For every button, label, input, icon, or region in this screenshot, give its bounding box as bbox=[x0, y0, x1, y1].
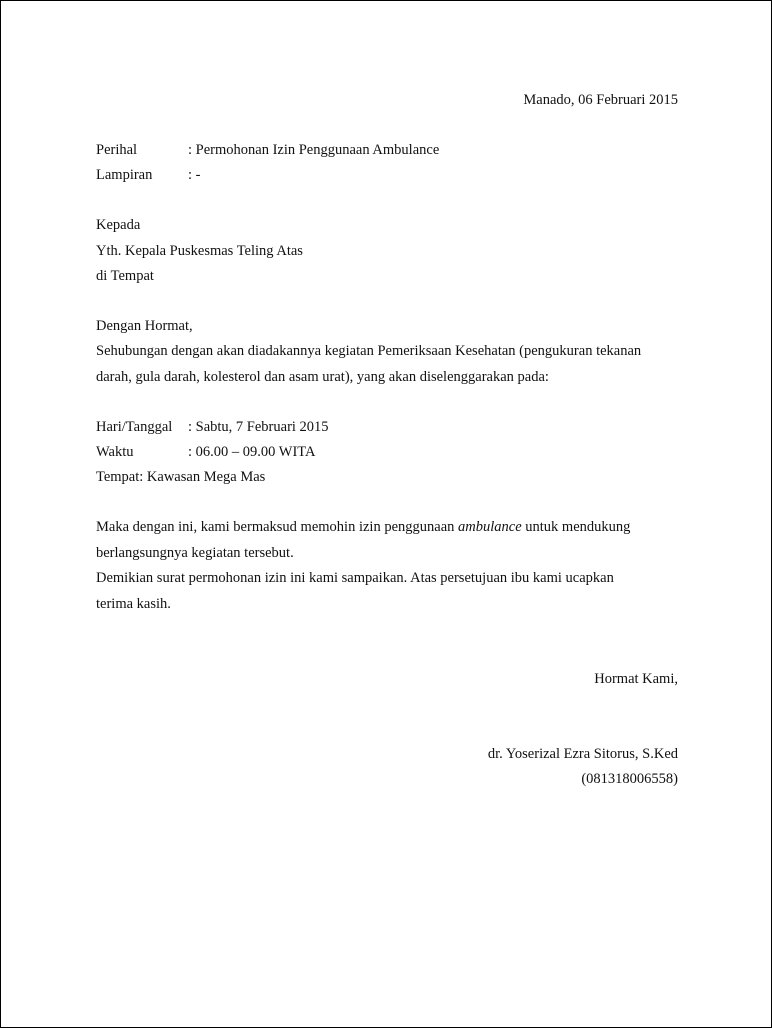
signature-name: dr. Yoserizal Ezra Sitorus, S.Ked bbox=[487, 746, 678, 762]
paragraph-2-line-2: berlangsungnya kegiatan tersebut. bbox=[96, 545, 294, 561]
lampiran-row bbox=[96, 168, 200, 183]
greeting: Dengan Hormat, bbox=[96, 318, 193, 334]
perihal-label: Perihal bbox=[96, 142, 138, 158]
hari-tanggal-label: Hari/Tanggal bbox=[96, 419, 173, 435]
perihal-row bbox=[96, 143, 439, 158]
waktu-label: Waktu bbox=[96, 444, 134, 460]
paragraph-3-line-2: terima kasih. bbox=[96, 596, 171, 612]
hari-tanggal-row bbox=[96, 420, 329, 435]
lampiran-label: Lampiran bbox=[96, 167, 153, 183]
waktu-row bbox=[96, 445, 315, 460]
lampiran-value: : - bbox=[188, 167, 201, 183]
paragraph-2-text-b: untuk mendukung bbox=[521, 519, 631, 535]
paragraph-2-line-1 bbox=[96, 520, 630, 535]
signature-phone: (081318006558) bbox=[581, 771, 678, 787]
hari-tanggal-value: : Sabtu, 7 Februari 2015 bbox=[188, 419, 329, 435]
paragraph-2-text-a: Maka dengan ini, kami bermaksud memohin izin penggunaan bbox=[96, 519, 459, 535]
signature-salutation: Hormat Kami, bbox=[594, 671, 678, 687]
paragraph-1-line-2: darah, gula darah, kolesterol dan asam urat), yang akan diselenggarakan pada: bbox=[96, 369, 549, 385]
paragraph-2-emphasis: ambulance bbox=[458, 519, 522, 535]
waktu-value: : 06.00 – 09.00 WITA bbox=[188, 444, 316, 460]
paragraph-3-line-1: Demikian surat permohonan izin ini kami sampaikan. Atas persetujuan ibu kami ucapkan bbox=[96, 570, 614, 586]
recipient-line-2: Yth. Kepala Puskesmas Teling Atas bbox=[96, 243, 303, 259]
perihal-value: : Permohonan Izin Penggunaan Ambulance bbox=[188, 142, 440, 158]
paragraph-1-line-1: Sehubungan dengan akan diadakannya kegiatan Pemeriksaan Kesehatan (pengukuran tekanan bbox=[96, 343, 642, 359]
recipient-line-3: di Tempat bbox=[96, 268, 154, 284]
letter-date: Manado, 06 Februari 2015 bbox=[523, 92, 678, 108]
recipient-line-1: Kepada bbox=[96, 217, 141, 233]
tempat-row: Tempat: Kawasan Mega Mas bbox=[96, 469, 266, 485]
